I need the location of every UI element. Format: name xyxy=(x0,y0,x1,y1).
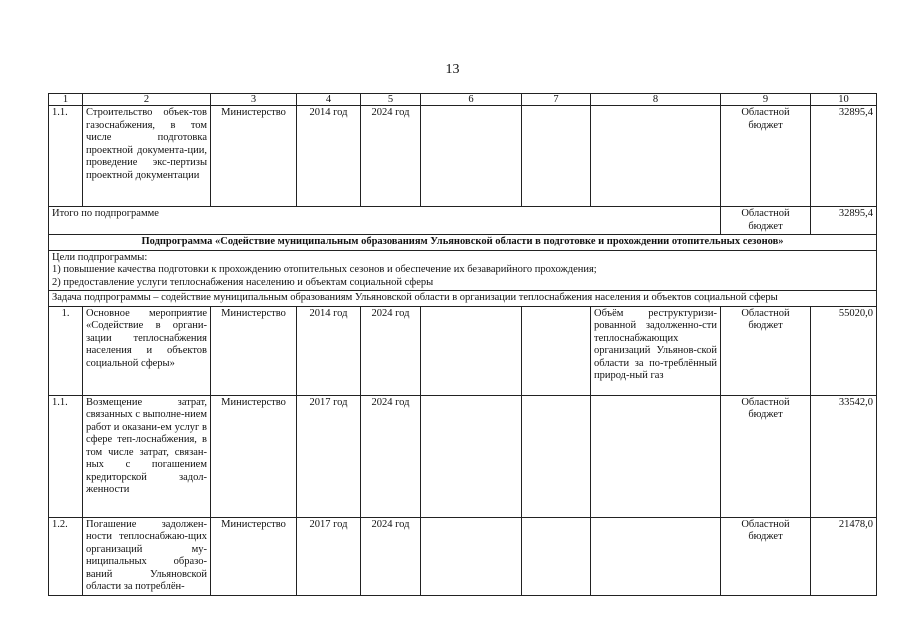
column-6-cell xyxy=(421,306,522,395)
funding-source: Областной бюджет xyxy=(721,306,811,395)
funding-amount: 55020,0 xyxy=(811,306,877,395)
executor: Министерство xyxy=(211,306,297,395)
column-number: 1 xyxy=(49,94,83,106)
activity-name: Строительство объек-тов газоснабжения, в том числе подготовка проектной документа-ции, проведение экс-пертизы проектной документации xyxy=(83,106,211,207)
column-6-cell xyxy=(421,395,522,517)
column-number: 9 xyxy=(721,94,811,106)
page-number: 13 xyxy=(445,62,460,77)
activity-name: Погашение задолжен-ности теплоснабжаю-щих организаций му-ниципальных образо-ваний Ульяновской области за потреблён- xyxy=(83,517,211,595)
goal-item: 1) повышение качества подготовки к прохождению отопительных сезонов и обеспечение их безаварийного прохождения; xyxy=(52,264,597,275)
column-number: 2 xyxy=(83,94,211,106)
indicator xyxy=(591,517,721,595)
program-table xyxy=(48,93,877,596)
funding-source: Областной бюджет xyxy=(721,106,811,207)
row-number: 1.1. xyxy=(49,106,83,207)
funding-source: Областной бюджет xyxy=(721,517,811,595)
subprogram-title-row xyxy=(49,235,877,251)
funding-amount: 21478,0 xyxy=(811,517,877,595)
indicator xyxy=(591,395,721,517)
goals-heading: Цели подпрограммы: xyxy=(52,251,148,263)
executor: Министерство xyxy=(211,517,297,595)
column-number: 10 xyxy=(811,94,877,106)
total-amount: 32895,4 xyxy=(811,207,877,235)
funding-amount: 33542,0 xyxy=(811,395,877,517)
column-6-cell xyxy=(421,106,522,207)
task-row xyxy=(49,291,877,307)
end-year: 2024 год xyxy=(361,395,421,517)
column-7-cell xyxy=(522,306,591,395)
row-number: 1.1. xyxy=(49,395,83,517)
executor: Министерство xyxy=(211,395,297,517)
column-number-row xyxy=(49,94,877,106)
end-year: 2024 год xyxy=(361,517,421,595)
column-6-cell xyxy=(421,517,522,595)
column-number: 7 xyxy=(522,94,591,106)
funding-source: Областной бюджет xyxy=(721,395,811,517)
executor: Министерство xyxy=(211,106,297,207)
subprogram-task: Задача подпрограммы – содействие муниципальным образованиям Ульяновской области в организации теплоснабжения населения и объектов социальной сферы xyxy=(49,291,877,307)
column-number: 5 xyxy=(361,94,421,106)
goals-row xyxy=(49,250,877,291)
total-label: Итого по подпрограмме xyxy=(49,207,721,235)
activity-name: Основное мероприятие «Содействие в органи-зации теплоснабжения населения и объектов социальной сферы» xyxy=(83,306,211,395)
table-row-1-2-debt-repayment xyxy=(49,517,877,595)
activity-name: Возмещение затрат, связанных с выполне-нием работ и оказани-ем услуг в сфере теп-лоснабжения, в том числе затрат, связан-ных с погашением кредиторской задол-женности xyxy=(83,395,211,517)
total-funding-source: Областной бюджет xyxy=(721,207,811,235)
row-number: 1. xyxy=(49,306,83,395)
table-row-1-1-compensation xyxy=(49,395,877,517)
start-year: 2014 год xyxy=(297,106,361,207)
row-number: 1.2. xyxy=(49,517,83,595)
total-row xyxy=(49,207,877,235)
column-number: 4 xyxy=(297,94,361,106)
column-7-cell xyxy=(522,395,591,517)
start-year: 2014 год xyxy=(297,306,361,395)
indicator: Объём реструктуризи-рованной задолженно-сти теплоснабжающих организаций Ульянов-ской области за по-треблённый природ-ный газ xyxy=(591,306,721,395)
table-row-1-1-construction xyxy=(49,106,877,207)
indicator xyxy=(591,106,721,207)
column-number: 3 xyxy=(211,94,297,106)
column-number: 6 xyxy=(421,94,522,106)
column-number: 8 xyxy=(591,94,721,106)
column-7-cell xyxy=(522,106,591,207)
start-year: 2017 год xyxy=(297,395,361,517)
start-year: 2017 год xyxy=(297,517,361,595)
goal-item: 2) предоставление услуги теплоснабжения населению и объектам социальной сферы xyxy=(52,276,434,288)
end-year: 2024 год xyxy=(361,106,421,207)
end-year: 2024 год xyxy=(361,306,421,395)
table-row-1-main-activity xyxy=(49,306,877,395)
column-7-cell xyxy=(522,517,591,595)
funding-amount: 32895,4 xyxy=(811,106,877,207)
subprogram-title: Подпрограмма «Содействие муниципальным образованиям Ульяновской области в подготовке и прохождении отопительных сезонов» xyxy=(49,235,877,251)
